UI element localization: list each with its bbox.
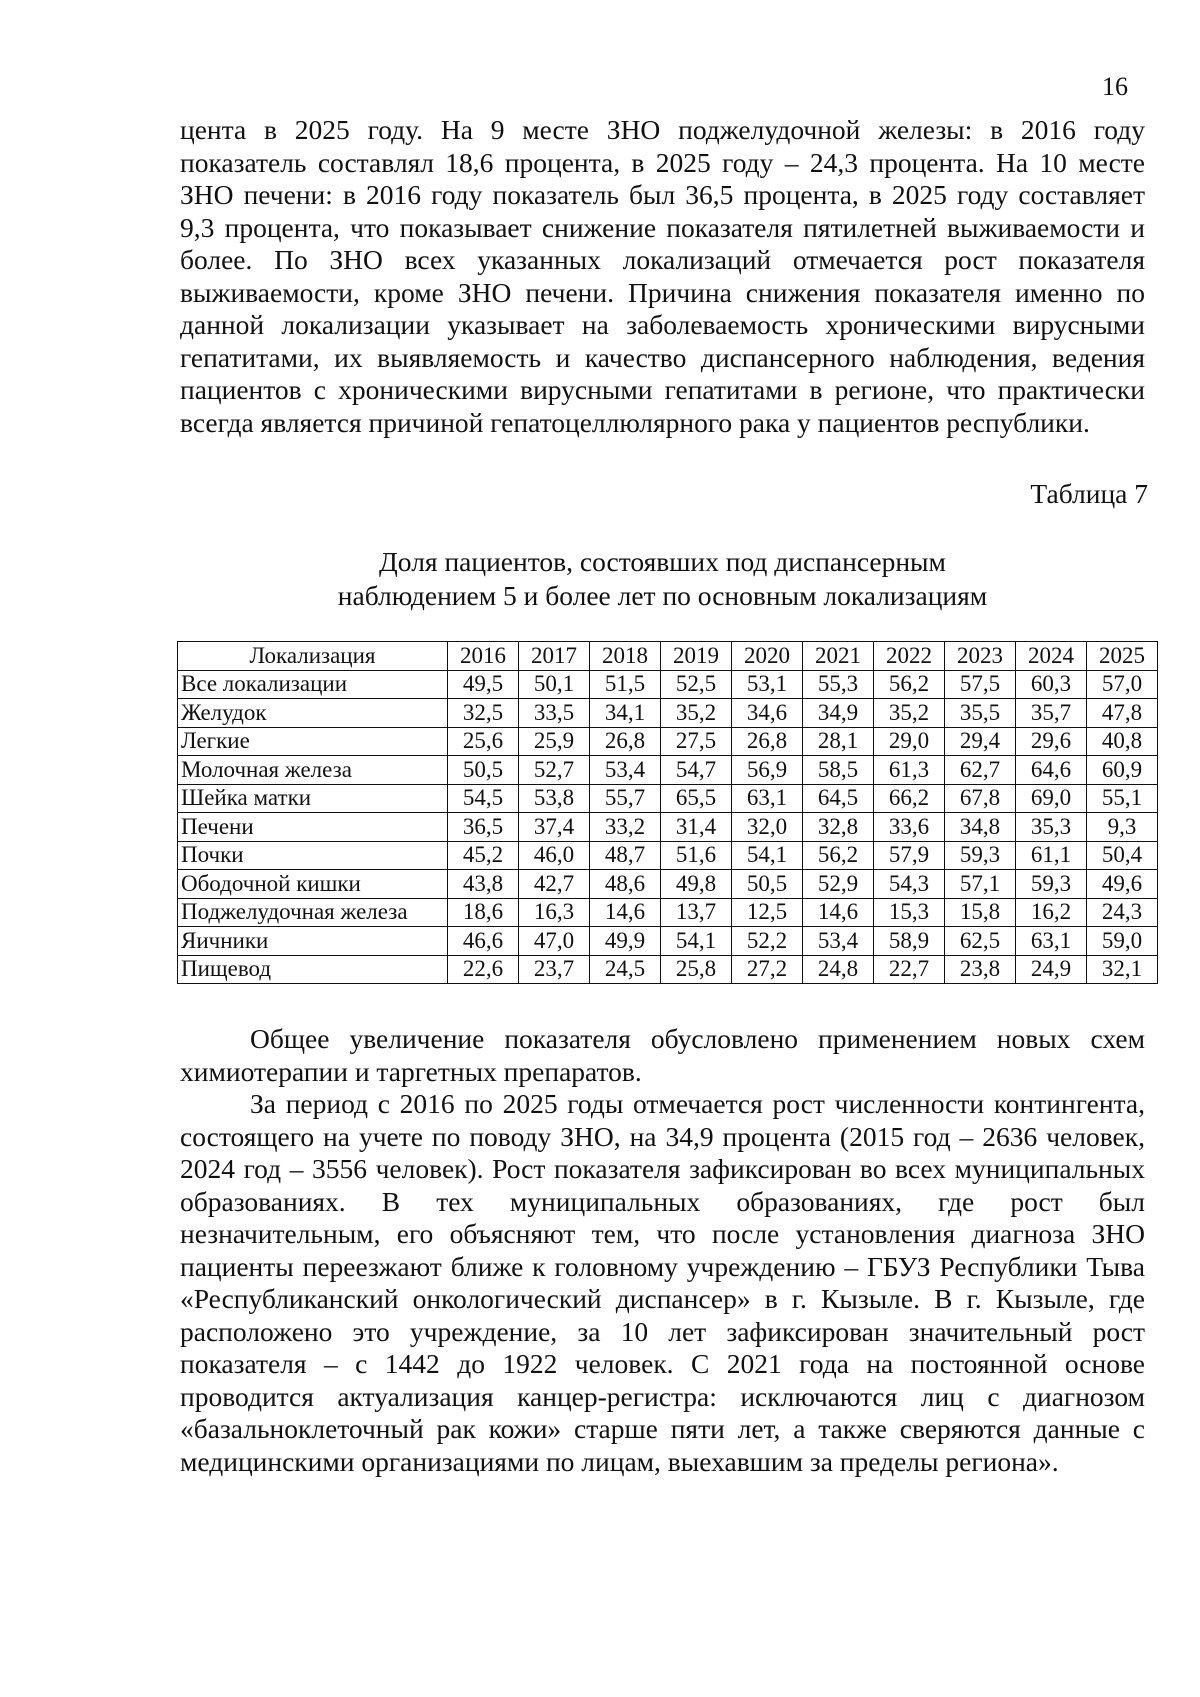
value-cell: 67,8 [945,784,1016,813]
value-cell: 27,5 [661,727,732,756]
value-cell: 35,3 [1016,813,1087,842]
value-cell: 33,5 [519,699,590,728]
value-cell: 48,7 [590,841,661,870]
value-cell: 9,3 [1087,813,1158,842]
value-cell: 47,0 [519,927,590,956]
value-cell: 63,1 [1016,927,1087,956]
value-cell: 15,8 [945,898,1016,927]
table-row [178,756,1158,785]
value-cell: 50,4 [1087,841,1158,870]
value-cell: 63,1 [732,784,803,813]
table-row [178,813,1158,842]
value-cell: 52,5 [661,670,732,699]
value-cell: 52,7 [519,756,590,785]
table-row [178,898,1158,927]
value-cell: 54,1 [732,841,803,870]
value-cell: 57,9 [874,841,945,870]
paragraph-intro: цента в 2025 году. На 9 месте ЗНО поджелудочной железы: в 2016 году показатель составлял 18,6 процента, в 2025 году – 24,3 процента. На 10 месте ЗНО печени: в 2016 году показатель был 36,5 процента, в 2025 году составляет 9,3 процента, что показывает снижение показателя пятилетней выживаемости и более. По ЗНО всех указанных локализаций отмечается рост показателя выживаемости, кроме ЗНО печени. Причина снижения показателя именно по данной локализации указывает на заболеваемость хроническими вирусными гепатитами, их выявляемость и качество диспансерного наблюдения, ведения пациентов с хроническими вирусными гепатитами в регионе, что практически всегда является причиной гепатоцеллюлярного рака у пациентов республики. [180,114,1145,438]
header-cell: Локализация [178,642,448,671]
value-cell: 25,6 [448,727,519,756]
value-cell: 45,2 [448,841,519,870]
table-row [178,784,1158,813]
value-cell: 47,8 [1087,699,1158,728]
value-cell: 58,5 [803,756,874,785]
row-label-cell: Желудок [178,699,448,728]
value-cell: 34,6 [732,699,803,728]
value-cell: 69,0 [1016,784,1087,813]
value-cell: 42,7 [519,870,590,899]
value-cell: 14,6 [590,898,661,927]
value-cell: 15,3 [874,898,945,927]
header-cell: 2024 [1016,642,1087,671]
value-cell: 31,4 [661,813,732,842]
value-cell: 54,3 [874,870,945,899]
value-cell: 32,8 [803,813,874,842]
value-cell: 35,2 [661,699,732,728]
value-cell: 37,4 [519,813,590,842]
header-cell: 2020 [732,642,803,671]
value-cell: 49,5 [448,670,519,699]
value-cell: 25,9 [519,727,590,756]
table-row [178,699,1158,728]
value-cell: 64,6 [1016,756,1087,785]
value-cell: 24,3 [1087,898,1158,927]
table-row [178,870,1158,899]
value-cell: 62,7 [945,756,1016,785]
table-label: Таблица 7 [1030,478,1148,509]
value-cell: 56,2 [874,670,945,699]
value-cell: 51,5 [590,670,661,699]
survival-table [177,641,1158,984]
value-cell: 23,7 [519,955,590,984]
value-cell: 26,8 [590,727,661,756]
row-label-cell: Шейка матки [178,784,448,813]
table-row [178,727,1158,756]
row-label-cell: Все локализации [178,670,448,699]
value-cell: 60,9 [1087,756,1158,785]
value-cell: 53,1 [732,670,803,699]
value-cell: 34,1 [590,699,661,728]
value-cell: 66,2 [874,784,945,813]
value-cell: 61,3 [874,756,945,785]
value-cell: 16,2 [1016,898,1087,927]
row-label-cell: Ободочной кишки [178,870,448,899]
value-cell: 25,8 [661,955,732,984]
row-label-cell: Поджелудочная железа [178,898,448,927]
header-cell: 2022 [874,642,945,671]
row-label-cell: Яичники [178,927,448,956]
value-cell: 57,5 [945,670,1016,699]
row-label-cell: Почки [178,841,448,870]
value-cell: 55,7 [590,784,661,813]
table-row [178,955,1158,984]
table-header-row [178,642,1158,671]
value-cell: 59,0 [1087,927,1158,956]
value-cell: 49,8 [661,870,732,899]
value-cell: 22,7 [874,955,945,984]
value-cell: 32,1 [1087,955,1158,984]
value-cell: 61,1 [1016,841,1087,870]
table-title-line-1: Доля пациентов, состоявших под диспансерным [379,546,946,577]
value-cell: 27,2 [732,955,803,984]
value-cell: 59,3 [1016,870,1087,899]
row-label-cell: Молочная железа [178,756,448,785]
value-cell: 29,0 [874,727,945,756]
value-cell: 18,6 [448,898,519,927]
value-cell: 14,6 [803,898,874,927]
value-cell: 52,2 [732,927,803,956]
value-cell: 32,0 [732,813,803,842]
value-cell: 24,8 [803,955,874,984]
value-cell: 57,0 [1087,670,1158,699]
header-cell: 2016 [448,642,519,671]
value-cell: 49,6 [1087,870,1158,899]
value-cell: 12,5 [732,898,803,927]
value-cell: 34,8 [945,813,1016,842]
value-cell: 58,9 [874,927,945,956]
value-cell: 46,0 [519,841,590,870]
header-cell: 2021 [803,642,874,671]
value-cell: 48,6 [590,870,661,899]
value-cell: 35,2 [874,699,945,728]
value-cell: 52,9 [803,870,874,899]
value-cell: 40,8 [1087,727,1158,756]
value-cell: 50,5 [448,756,519,785]
value-cell: 23,8 [945,955,1016,984]
paragraph-contingent: За период с 2016 по 2025 годы отмечается рост численности контингента, состоящего на учете по поводу ЗНО, на 34,9 процента (2015 год – 2636 человек, 2024 год – 3556 человек). Рост показателя зафиксирован во всех муниципальных образованиях. В тех муниципальных образованиях, где рост был незначительным, его объясняют тем, что после установления диагноза ЗНО пациенты переезжают ближе к головному учреждению – ГБУЗ Республики Тыва «Республиканский онкологический диспансер» в г. Кызыле. В г. Кызыле, где расположено это учреждение, за 10 лет зафиксирован значительный рост показателя – с 1442 до 1922 человек. С 2021 года на постоянной основе проводится актуализация канцер-регистра: исключаются лиц с диагнозом «базальноклеточный рак кожи» старше пяти лет, а также сверяются данные с медицинскими организациями по лицам, выехавшим за пределы региона». [180,1088,1145,1477]
value-cell: 33,2 [590,813,661,842]
header-cell: 2017 [519,642,590,671]
value-cell: 55,3 [803,670,874,699]
header-cell: 2018 [590,642,661,671]
value-cell: 64,5 [803,784,874,813]
value-cell: 16,3 [519,898,590,927]
header-cell: 2019 [661,642,732,671]
value-cell: 24,9 [1016,955,1087,984]
value-cell: 43,8 [448,870,519,899]
value-cell: 28,1 [803,727,874,756]
value-cell: 56,9 [732,756,803,785]
value-cell: 13,7 [661,898,732,927]
value-cell: 36,5 [448,813,519,842]
value-cell: 22,6 [448,955,519,984]
table-title [180,545,1145,613]
value-cell: 35,7 [1016,699,1087,728]
row-label-cell: Легкие [178,727,448,756]
header-cell: 2025 [1087,642,1158,671]
value-cell: 62,5 [945,927,1016,956]
header-cell: 2023 [945,642,1016,671]
value-cell: 29,4 [945,727,1016,756]
value-cell: 54,5 [448,784,519,813]
value-cell: 53,4 [803,927,874,956]
value-cell: 24,5 [590,955,661,984]
value-cell: 26,8 [732,727,803,756]
table-row [178,670,1158,699]
value-cell: 60,3 [1016,670,1087,699]
value-cell: 56,2 [803,841,874,870]
value-cell: 35,5 [945,699,1016,728]
value-cell: 32,5 [448,699,519,728]
value-cell: 50,5 [732,870,803,899]
value-cell: 51,6 [661,841,732,870]
value-cell: 55,1 [1087,784,1158,813]
value-cell: 50,1 [519,670,590,699]
row-label-cell: Пищевод [178,955,448,984]
value-cell: 29,6 [1016,727,1087,756]
value-cell: 57,1 [945,870,1016,899]
table-row [178,927,1158,956]
value-cell: 65,5 [661,784,732,813]
value-cell: 59,3 [945,841,1016,870]
value-cell: 49,9 [590,927,661,956]
page-number: 16 [1102,72,1128,101]
value-cell: 53,4 [590,756,661,785]
paragraph-conclusion: Общее увеличение показателя обусловлено применением новых схем химиотерапии и таргетных препаратов. [180,1023,1145,1087]
value-cell: 33,6 [874,813,945,842]
table-title-line-2: наблюдением 5 и более лет по основным локализациям [337,580,988,611]
value-cell: 46,6 [448,927,519,956]
table-row [178,841,1158,870]
value-cell: 34,9 [803,699,874,728]
row-label-cell: Печени [178,813,448,842]
value-cell: 54,1 [661,927,732,956]
value-cell: 54,7 [661,756,732,785]
value-cell: 53,8 [519,784,590,813]
